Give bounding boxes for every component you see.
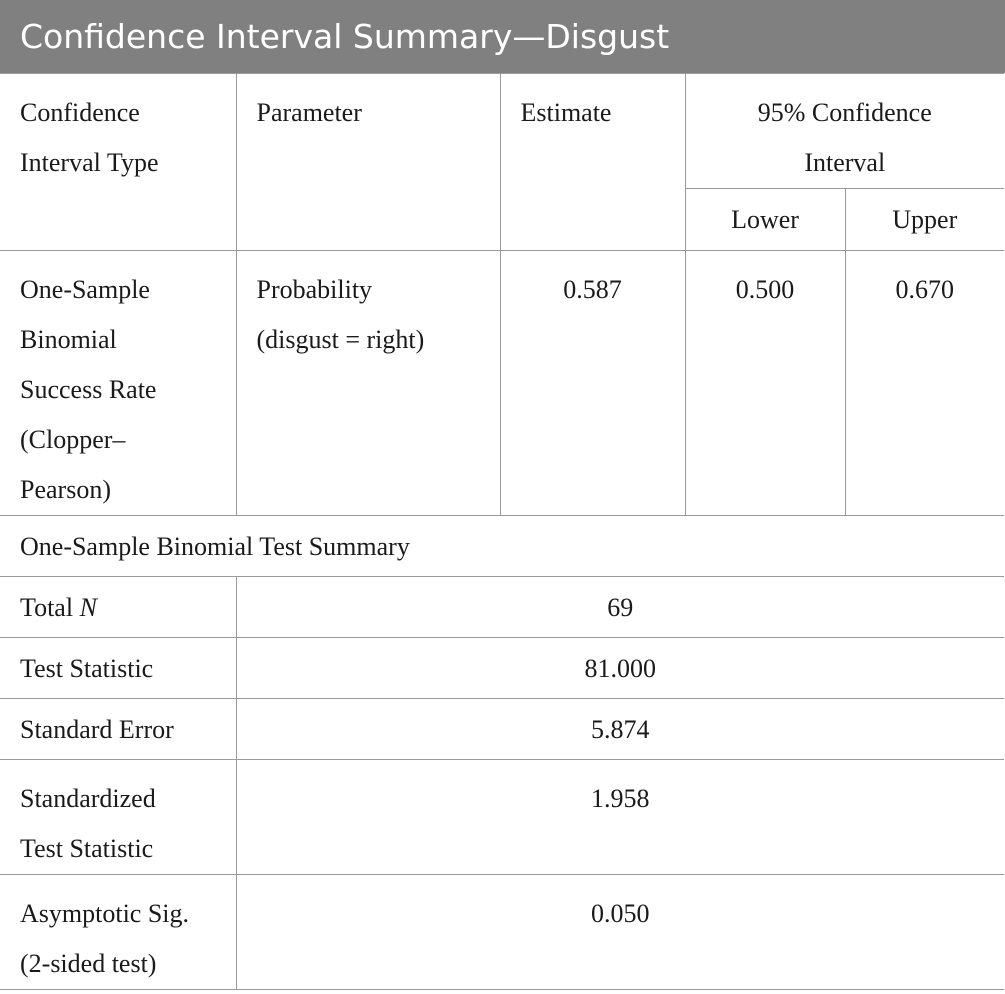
table-row: [0, 251, 1004, 516]
header-lower: Lower: [685, 189, 845, 251]
header-95-ci: 95% Confidence Interval: [685, 74, 1004, 189]
confidence-interval-table: [0, 73, 1004, 990]
table-row: [0, 638, 1004, 699]
standardized-value: 1.958: [236, 760, 1004, 875]
header-parameter: Parameter: [236, 74, 500, 251]
total-n-value: 69: [236, 577, 1004, 638]
lower-cell: 0.500: [685, 251, 845, 516]
table-row: [0, 760, 1004, 875]
table-row: [0, 699, 1004, 760]
table-title: Confidence Interval Summary—Disgust: [0, 0, 1005, 73]
total-n-label: Total N: [0, 577, 236, 638]
upper-cell: 0.670: [845, 251, 1004, 516]
standardized-label: Standardized Test Statistic: [0, 760, 236, 875]
table-row: [0, 577, 1004, 638]
ci-type-cell: One-Sample Binomial Success Rate (Clopper– Pearson): [0, 251, 236, 516]
header-row: [0, 74, 1004, 189]
summary-section-row: [0, 516, 1004, 577]
estimate-cell: 0.587: [500, 251, 685, 516]
asymptotic-value: 0.050: [236, 875, 1004, 990]
header-upper: Upper: [845, 189, 1004, 251]
summary-section-label: One-Sample Binomial Test Summary: [0, 516, 1004, 577]
header-estimate: Estimate: [500, 74, 685, 251]
standard-error-value: 5.874: [236, 699, 1004, 760]
asymptotic-label: Asymptotic Sig. (2-sided test): [0, 875, 236, 990]
header-ci-type: Confidence Interval Type: [0, 74, 236, 251]
test-statistic-value: 81.000: [236, 638, 1004, 699]
standard-error-label: Standard Error: [0, 699, 236, 760]
test-statistic-label: Test Statistic: [0, 638, 236, 699]
table-row: [0, 875, 1004, 990]
parameter-cell: Probability (disgust = right): [236, 251, 500, 516]
